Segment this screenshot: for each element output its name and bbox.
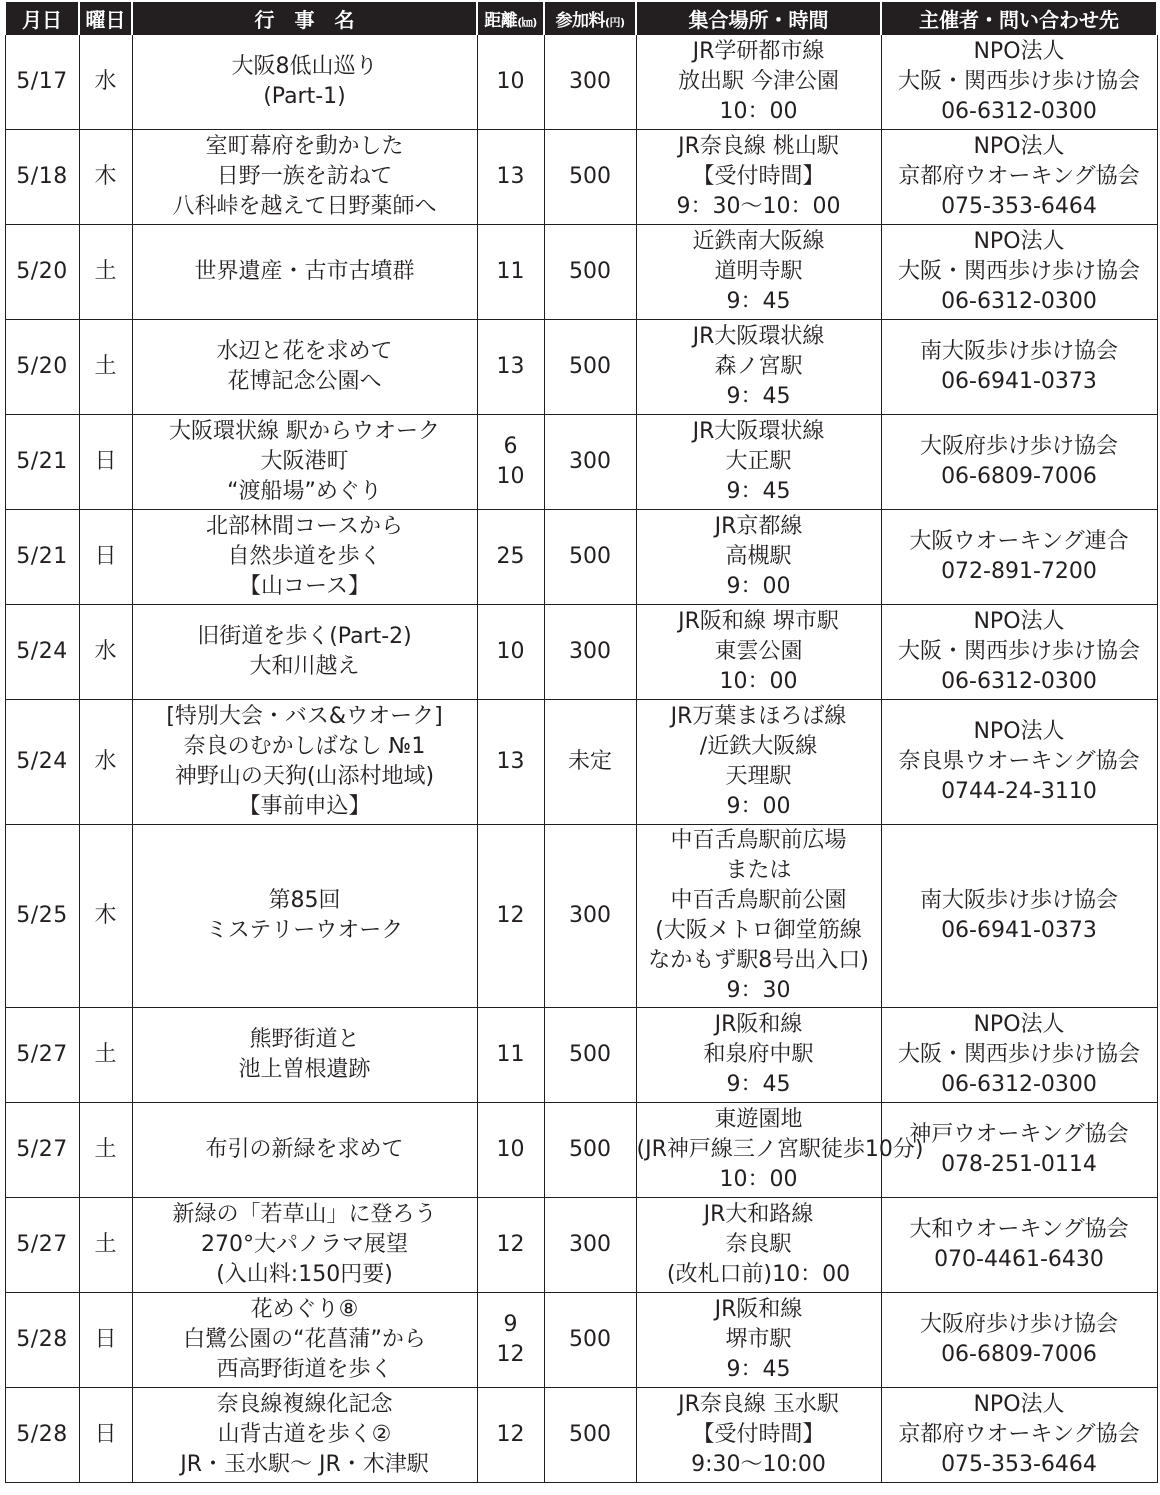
organizer-line: NPO法人	[973, 1392, 1065, 1417]
event-name-line: 花博記念公園へ	[227, 369, 382, 394]
organizer-cell	[881, 415, 1157, 510]
weekday-cell: 日	[79, 415, 132, 510]
organizer-line: 06-6941-0373	[941, 918, 1097, 943]
event-name-line: 奈良のむかしばなし №1	[183, 734, 426, 759]
fee-cell: 300	[544, 35, 636, 130]
date-cell: 5/27	[5, 1008, 79, 1103]
meeting-place-line: 奈良駅	[725, 1232, 792, 1257]
distance-cell	[477, 825, 544, 1008]
fee-cell: 300	[544, 605, 636, 700]
organizer-cell	[881, 1008, 1157, 1103]
organizer-line: 06-6312-0300	[941, 99, 1097, 124]
fee-cell: 300	[544, 825, 636, 1008]
distance-cell	[477, 1008, 544, 1103]
table-row	[5, 700, 1157, 825]
distance-cell	[477, 1103, 544, 1198]
table-row	[5, 605, 1157, 700]
event-name-line: 山背古道を歩く②	[217, 1422, 392, 1447]
organizer-line: 大阪ウオーキング連合	[909, 529, 1129, 554]
table-row	[5, 1388, 1157, 1483]
meeting-place-line: なかもず駅8号出入口)	[648, 948, 869, 973]
event-name-cell	[132, 1198, 477, 1293]
meeting-place-cell	[636, 130, 881, 225]
table-row	[5, 510, 1157, 605]
date-cell: 5/20	[5, 225, 79, 320]
distance-value: 6	[503, 434, 518, 459]
meeting-place-line: 放出駅 今津公園	[678, 69, 839, 94]
weekday-cell: 土	[79, 225, 132, 320]
table-header	[5, 2, 1157, 35]
event-name-cell	[132, 1293, 477, 1388]
organizer-cell	[881, 130, 1157, 225]
date-cell: 5/27	[5, 1198, 79, 1293]
event-name-line: JR・玉水駅～ JR・木津駅	[180, 1452, 429, 1477]
header-distance-unit: (㎞)	[517, 15, 537, 29]
meeting-place-cell	[636, 1103, 924, 1198]
meeting-place-line: 9：45	[726, 479, 791, 504]
meeting-place-line: 9：00	[726, 794, 791, 819]
meeting-place-line: 10：00	[719, 669, 798, 694]
weekday-cell: 木	[79, 825, 132, 1008]
event-name-line: 【事前申込】	[238, 794, 371, 819]
distance-cell	[477, 605, 544, 700]
meeting-place-line: JR大阪環状線	[692, 419, 825, 444]
event-name-cell	[132, 320, 477, 415]
event-name-cell	[132, 1388, 477, 1483]
weekday-cell: 土	[79, 320, 132, 415]
organizer-line: NPO法人	[973, 719, 1065, 744]
header-distance	[477, 2, 544, 35]
meeting-place-line: JR京都線	[714, 514, 803, 539]
header-meeting: 集合場所・時間	[636, 2, 881, 35]
table-row	[5, 1293, 1157, 1388]
meeting-place-line: 東遊園地	[714, 1107, 803, 1132]
meeting-place-line: 道明寺駅	[714, 259, 803, 284]
organizer-cell	[881, 510, 1157, 605]
meeting-place-line: JR万葉まほろば線	[670, 704, 847, 729]
organizer-line: 大阪府歩け歩け協会	[919, 434, 1118, 459]
meeting-place-line: JR大阪環状線	[692, 324, 825, 349]
table-row	[5, 320, 1157, 415]
table-row	[5, 1103, 1157, 1198]
organizer-cell	[881, 225, 1157, 320]
weekday-cell: 土	[79, 1008, 132, 1103]
organizer-line: 070-4461-6430	[934, 1247, 1104, 1272]
event-name-line: 白鷺公園の“花菖蒲”から	[183, 1327, 426, 1352]
distance-value: 13	[496, 749, 525, 774]
organizer-line: 大阪・関西歩け歩け協会	[897, 69, 1140, 94]
fee-cell: 500	[544, 510, 636, 605]
organizer-line: NPO法人	[973, 229, 1065, 254]
organizer-cell	[881, 700, 1157, 825]
distance-value: 10	[496, 639, 525, 664]
meeting-place-line: 9:30～10:00	[691, 1452, 826, 1477]
organizer-line: 南大阪歩け歩け協会	[919, 888, 1118, 913]
meeting-place-line: 中百舌鳥駅前公園	[670, 888, 847, 913]
date-cell: 5/21	[5, 415, 79, 510]
meeting-place-line: /近鉄大阪線	[699, 734, 818, 759]
event-name-line: 日野一族を訪ねて	[216, 164, 393, 189]
date-cell: 5/17	[5, 35, 79, 130]
event-name-line: 室町幕府を動かした	[205, 134, 404, 159]
event-name-line: 八科峠を越えて日野薬師へ	[172, 194, 437, 219]
meeting-place-cell	[636, 1388, 881, 1483]
header-distance-label: 距離	[484, 10, 518, 31]
distance-value: 13	[496, 354, 525, 379]
organizer-line: NPO法人	[973, 134, 1065, 159]
date-cell: 5/28	[5, 1388, 79, 1483]
organizer-line: 06-6809-7006	[941, 464, 1097, 489]
distance-cell	[477, 35, 544, 130]
meeting-place-line: 9：45	[726, 289, 791, 314]
event-name-cell	[132, 700, 477, 825]
meeting-place-line: 9：45	[726, 384, 791, 409]
distance-value: 11	[496, 1042, 525, 1067]
header-fee-unit: (円)	[604, 15, 625, 29]
date-cell: 5/18	[5, 130, 79, 225]
table-row	[5, 225, 1157, 320]
distance-value: 10	[496, 1137, 525, 1162]
organizer-line: 06-6312-0300	[941, 1072, 1097, 1097]
distance-value: 12	[496, 1342, 525, 1367]
event-name-line: 花めぐり⑧	[250, 1297, 359, 1322]
organizer-line: 大和ウオーキング協会	[909, 1217, 1129, 1242]
weekday-cell: 水	[79, 605, 132, 700]
meeting-place-line: 中百舌鳥駅前広場	[670, 828, 847, 853]
organizer-line: 南大阪歩け歩け協会	[919, 339, 1118, 364]
event-name-line: 新緑の「若草山」に登ろう	[172, 1202, 437, 1227]
organizer-line: 06-6312-0300	[941, 669, 1097, 694]
event-name-line: 熊野街道と	[249, 1027, 360, 1052]
meeting-place-line: 天理駅	[725, 764, 792, 789]
organizer-cell	[881, 1198, 1157, 1293]
meeting-place-line: 9：30	[726, 978, 791, 1003]
distance-cell	[477, 320, 544, 415]
meeting-place-line: JR阪和線	[714, 1012, 803, 1037]
meeting-place-line: 高槻駅	[725, 544, 792, 569]
meeting-place-line: 9：45	[726, 1357, 791, 1382]
distance-cell	[477, 700, 544, 825]
meeting-place-cell	[636, 225, 881, 320]
organizer-line: 京都府ウオーキング協会	[898, 1422, 1140, 1447]
meeting-place-line: (改札口前)10：00	[666, 1262, 851, 1287]
distance-cell	[477, 1293, 544, 1388]
fee-cell: 500	[544, 320, 636, 415]
header-weekday: 曜日	[79, 2, 132, 35]
organizer-cell	[881, 320, 1157, 415]
fee-cell: 300	[544, 415, 636, 510]
distance-value: 10	[496, 464, 525, 489]
event-name-line: 270°大パノラマ展望	[201, 1232, 408, 1257]
fee-cell: 500	[544, 1103, 636, 1198]
header-date: 月日	[5, 2, 79, 35]
organizer-line: 0744-24-3110	[941, 779, 1097, 804]
event-name-cell	[132, 225, 477, 320]
distance-value: 25	[496, 544, 525, 569]
meeting-place-line: 和泉府中駅	[703, 1042, 814, 1067]
meeting-place-line: JR奈良線 玉水駅	[678, 1392, 839, 1417]
meeting-place-line: 【受付時間】	[692, 1422, 825, 1447]
event-name-line: 池上曽根遺跡	[238, 1057, 371, 1082]
meeting-place-cell	[636, 605, 881, 700]
fee-cell: 500	[544, 130, 636, 225]
meeting-place-cell	[636, 35, 881, 130]
event-name-line: 大阪港町	[260, 449, 349, 474]
organizer-line: 072-891-7200	[941, 559, 1097, 584]
meeting-place-cell	[636, 825, 881, 1008]
event-name-line: (Part-1)	[263, 84, 346, 109]
weekday-cell: 日	[79, 510, 132, 605]
event-name-line: 北部林間コースから	[206, 514, 403, 539]
distance-value: 12	[496, 1232, 525, 1257]
meeting-place-line: 堺市駅	[725, 1327, 792, 1352]
date-cell: 5/27	[5, 1103, 79, 1198]
event-name-line: 神野山の天狗(山添村地域)	[174, 764, 435, 789]
event-name-cell	[132, 415, 477, 510]
meeting-place-line: 【受付時間】	[692, 164, 825, 189]
meeting-place-line: 東雲公園	[714, 639, 803, 664]
date-cell: 5/24	[5, 700, 79, 825]
organizer-line: 大阪府歩け歩け協会	[919, 1312, 1118, 1337]
meeting-place-line: 9：30～10：00	[676, 194, 841, 219]
meeting-place-line: 9：45	[726, 1072, 791, 1097]
meeting-place-line: (大阪メトロ御堂筋線	[655, 918, 862, 943]
distance-value: 12	[496, 1422, 525, 1447]
distance-cell	[477, 130, 544, 225]
header-event: 行 事 名	[132, 2, 477, 35]
event-name-line: 水辺と花を求めて	[216, 339, 393, 364]
event-name-line: ミステリーウオーク	[205, 918, 404, 943]
meeting-place-line: 10：00	[719, 1167, 798, 1192]
date-cell: 5/24	[5, 605, 79, 700]
header-fee	[544, 2, 636, 35]
weekday-cell: 土	[79, 1198, 132, 1293]
fee-cell: 未定	[544, 700, 636, 825]
table-row	[5, 1008, 1157, 1103]
fee-cell: 300	[544, 1198, 636, 1293]
meeting-place-cell	[636, 320, 881, 415]
organizer-line: 奈良県ウオーキング協会	[898, 749, 1140, 774]
distance-cell	[477, 1388, 544, 1483]
header-organizer: 主催者・問い合わせ先	[881, 2, 1157, 35]
meeting-place-cell	[636, 1008, 881, 1103]
meeting-place-line: JR大和路線	[703, 1202, 814, 1227]
event-name-line: 自然歩道を歩く	[227, 544, 382, 569]
event-name-cell	[132, 510, 477, 605]
weekday-cell: 土	[79, 1103, 132, 1198]
table-row	[5, 825, 1157, 1008]
distance-cell	[477, 1198, 544, 1293]
table-row	[5, 1198, 1157, 1293]
meeting-place-line: 10：00	[719, 99, 798, 124]
organizer-line: 075-353-6464	[941, 1452, 1097, 1477]
date-cell: 5/21	[5, 510, 79, 605]
event-name-line: (入山料:150円要)	[216, 1262, 393, 1287]
organizer-cell	[881, 1293, 1157, 1388]
fee-cell: 500	[544, 1388, 636, 1483]
table-row	[5, 415, 1157, 510]
distance-value: 11	[496, 259, 525, 284]
event-name-line: 世界遺産・古市古墳群	[194, 259, 415, 284]
weekday-cell: 木	[79, 130, 132, 225]
distance-value: 12	[496, 903, 525, 928]
organizer-line: 大阪・関西歩け歩け協会	[897, 639, 1140, 664]
organizer-line: 大阪・関西歩け歩け協会	[897, 259, 1140, 284]
organizer-cell	[881, 35, 1157, 130]
distance-value: 10	[496, 69, 525, 94]
event-name-line: [特別大会・バス&ウオーク]	[166, 704, 443, 729]
event-name-line: 【山コース】	[239, 574, 370, 599]
date-cell: 5/20	[5, 320, 79, 415]
event-name-cell	[132, 1008, 477, 1103]
organizer-line: 京都府ウオーキング協会	[898, 164, 1140, 189]
organizer-line: 078-251-0114	[941, 1152, 1097, 1177]
table-row	[5, 130, 1157, 225]
organizer-cell	[881, 825, 1157, 1008]
organizer-line: 06-6941-0373	[941, 369, 1097, 394]
event-name-line: 西高野街道を歩く	[216, 1357, 393, 1382]
event-name-cell	[132, 1103, 477, 1198]
organizer-line: 06-6312-0300	[941, 289, 1097, 314]
event-name-cell	[132, 130, 477, 225]
weekday-cell: 水	[79, 35, 132, 130]
meeting-place-line: JR阪和線 堺市駅	[678, 609, 839, 634]
fee-cell: 500	[544, 225, 636, 320]
date-cell: 5/28	[5, 1293, 79, 1388]
event-name-line: 布引の新緑を求めて	[205, 1137, 404, 1162]
organizer-cell	[881, 605, 1157, 700]
meeting-place-line: JR学研都市線	[692, 39, 825, 64]
organizer-line: 大阪・関西歩け歩け協会	[897, 1042, 1140, 1067]
organizer-line: NPO法人	[973, 609, 1065, 634]
distance-cell	[477, 225, 544, 320]
fee-cell: 500	[544, 1008, 636, 1103]
event-name-line: 第85回	[268, 888, 341, 913]
meeting-place-line: 大正駅	[725, 449, 792, 474]
distance-value: 9	[503, 1312, 518, 1337]
meeting-place-cell	[636, 1198, 881, 1293]
weekday-cell: 水	[79, 700, 132, 825]
meeting-place-cell	[636, 1293, 881, 1388]
meeting-place-cell	[636, 510, 881, 605]
organizer-line: NPO法人	[973, 39, 1065, 64]
header-fee-label: 参加料	[555, 10, 605, 31]
organizer-line: 075-353-6464	[941, 194, 1097, 219]
organizer-line: 神戸ウオーキング協会	[909, 1122, 1129, 1147]
organizer-cell	[881, 1388, 1157, 1483]
table-row	[5, 35, 1157, 130]
event-name-line: 大阪8低山巡り	[231, 54, 378, 79]
event-name-line: 奈良線複線化記念	[216, 1392, 393, 1417]
distance-cell	[477, 510, 544, 605]
meeting-place-line: JR奈良線 桃山駅	[678, 134, 839, 159]
event-name-line: 旧街道を歩く(Part-2)	[197, 624, 412, 649]
distance-cell	[477, 415, 544, 510]
meeting-place-line: または	[725, 858, 792, 883]
event-name-line: 大阪環状線 駅からウオーク	[169, 419, 440, 444]
meeting-place-cell	[636, 700, 881, 825]
table-body	[5, 35, 1157, 1483]
meeting-place-line: 9：00	[726, 574, 791, 599]
meeting-place-line: JR阪和線	[714, 1297, 803, 1322]
events-table	[4, 2, 1158, 1483]
event-name-line: “渡船場”めぐり	[227, 479, 382, 504]
distance-value: 13	[496, 164, 525, 189]
meeting-place-line: 近鉄南大阪線	[692, 229, 825, 254]
organizer-line: NPO法人	[973, 1012, 1065, 1037]
meeting-place-line: 森ノ宮駅	[714, 354, 803, 379]
weekday-cell: 日	[79, 1293, 132, 1388]
meeting-place-cell	[636, 415, 881, 510]
event-name-cell	[132, 825, 477, 1008]
event-name-line: 大和川越え	[249, 654, 360, 679]
weekday-cell: 日	[79, 1388, 132, 1483]
event-name-cell	[132, 35, 477, 130]
fee-cell: 500	[544, 1293, 636, 1388]
date-cell: 5/25	[5, 825, 79, 1008]
meeting-place-line: (JR神戸線三ノ宮駅徒歩10分)	[636, 1137, 924, 1162]
organizer-line: 06-6809-7006	[941, 1342, 1097, 1367]
event-name-cell	[132, 605, 477, 700]
